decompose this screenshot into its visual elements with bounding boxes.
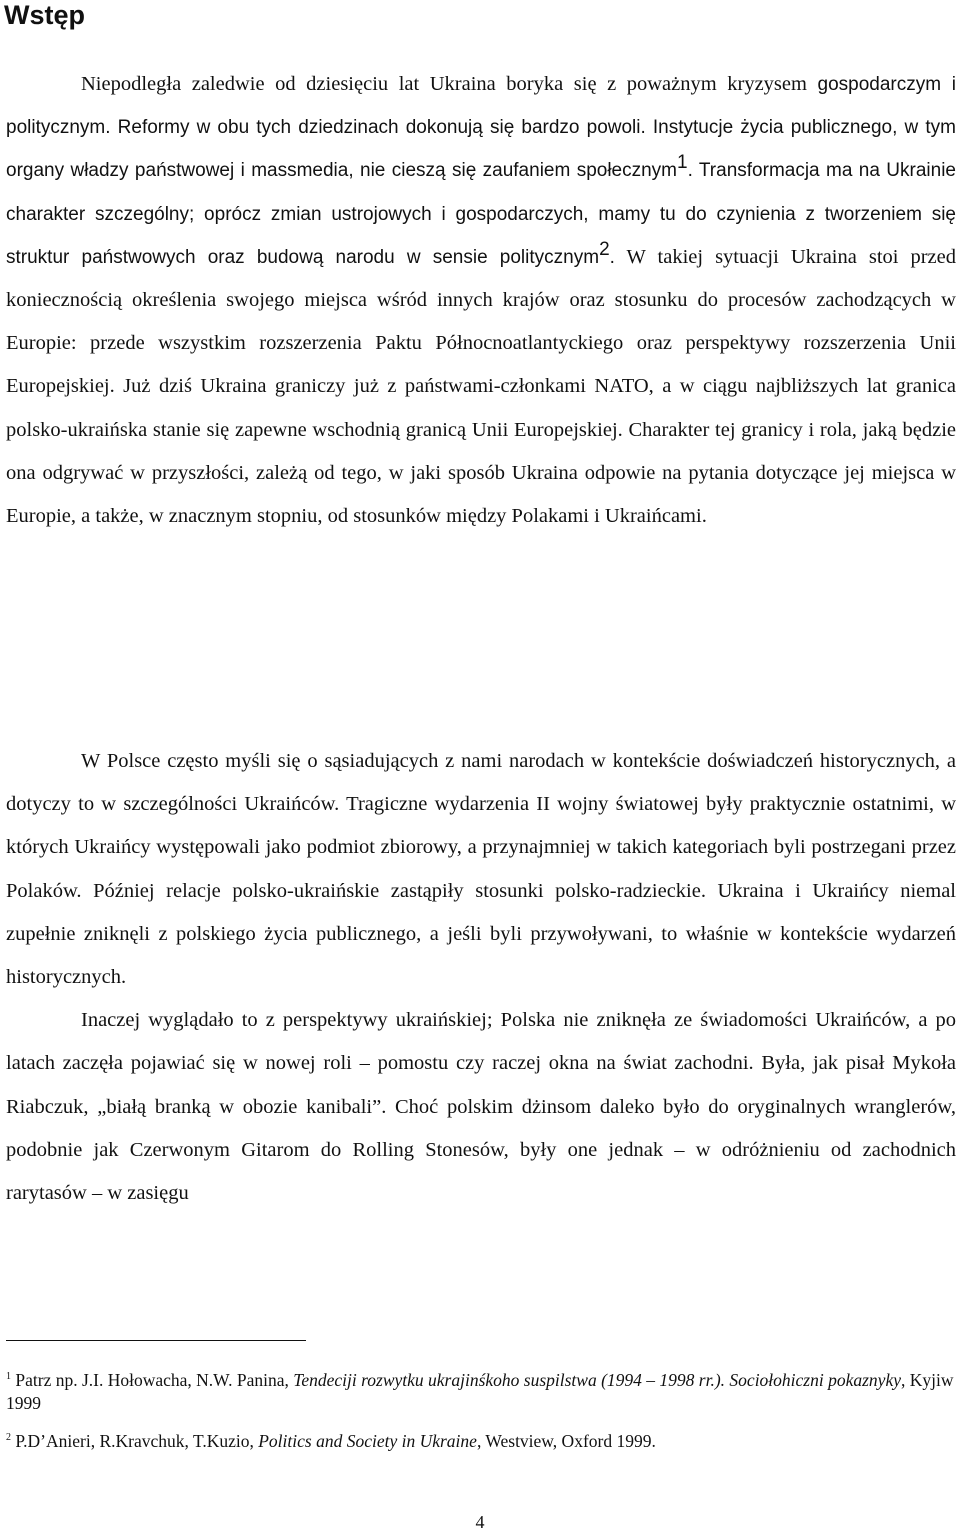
paragraph-intro-text-2: gospodarczym i politycznym. Reformy w obu tych dziedzinach dokonują się bardzo powoli. Instytucje życia publicznego, w tym organy władzy państwowej i massmedia, nie cieszą się zaufaniem społecznym <box>6 74 956 182</box>
paragraph-intro-text-4: . <box>609 246 615 268</box>
page-number: 4 <box>475 1512 485 1532</box>
footnote-2-title: Politics and Society in Ukraine <box>258 1431 477 1451</box>
paragraph-intro-text-5: W takiej sytuacji Ukraina stoi przed koniecznością określenia swojego miejsca wśród innych krajów oraz stosunku do procesów zachodzących w Europie: przede wszystkim rozszerzenia Paktu Północnoatlantyckiego oraz perspektywy rozszerzenia Unii Europejskiej. Już dziś Ukraina graniczy już z państwami-członkami NATO, a w ciągu najbliższych lat granica polsko-ukraińska stanie się zapewne wschodnią granicą Unii Europejskiej. Charakter tej granicy i rola, jaką będzie ona odgrywać w przyszłości, zależą od tego, w jaki sposób Ukraina odpowie na pytania dotyczące jej miejsca w Europie, a także, w znacznym stopniu, od stosunków między Polakami i Ukraińcami. <box>6 245 956 528</box>
footnote-1-title: Tendeciji rozwytku ukrajinśkoho suspilstwa (1994 – 1998 rr.). Sociołohiczni pokaznyky <box>293 1370 901 1390</box>
footnote-2-tail: , Westview, Oxford 1999. <box>476 1431 656 1451</box>
body-block <box>6 740 956 1215</box>
footnote-2-text: P.D’Anieri, R.Kravchuk, T.Kuzio, <box>11 1431 259 1451</box>
paragraph-intro <box>6 63 956 538</box>
section-heading: Wstęp <box>4 0 85 30</box>
footnote-1-text: Patrz np. J.I. Hołowacha, N.W. Panina, <box>11 1370 294 1390</box>
paragraph-intro-text-1: Niepodległa zaledwie od dziesięciu lat Ukraina boryka się z poważnym kryzysem <box>81 73 818 95</box>
footnote-1 <box>6 1369 956 1415</box>
footnote-ref-2[interactable]: 2 <box>599 238 610 260</box>
paragraph-ukrainian-perspective: Inaczej wyglądało to z perspektywy ukraińskiej; Polska nie zniknęła ze świadomości Ukraińców, a po latach zaczęła pojawiać się w nowej roli – pomostu czy raczej okna na świat zachodni. Była, jak pisał Mykoła Riabczuk, „białą branką w obozie kanibali”. Choć polskim dżinsom daleko było do oryginalnych wranglerów, podobnie jak Czerwonym Gitarom do Rolling Stonesów, były one jednak – w odróżnieniu od zachodnich rarytasów – w zasięgu <box>6 1009 956 1205</box>
footnote-ref-1[interactable]: 1 <box>677 152 688 174</box>
footnote-1-tail: , Kyjiw 1999 <box>6 1370 954 1413</box>
paragraph-intro-text-3: . Transformacja ma na Ukrainie charakter szczególny; oprócz zmian ustrojowych i gospodarczych, mamy tu do czynienia z tworzeniem się struktur państwowych oraz budową narodu w sensie politycznym <box>6 160 956 268</box>
footnote-2-number: 2 <box>6 1432 11 1443</box>
footnote-separator <box>6 1340 306 1341</box>
footnote-1-number: 1 <box>6 1371 11 1382</box>
footnote-2 <box>6 1430 956 1453</box>
paragraph-history: W Polsce często myśli się o sąsiadujących z nami narodach w kontekście doświadczeń historycznych, a dotyczy to w szczególności Ukraińców. Tragiczne wydarzenia II wojny światowej były praktycznie ostatnimi, w których Ukraińcy występowali jako podmiot zbiorowy, a przynajmniej w takich kategoriach byli postrzegani przez Polaków. Później relacje polsko-ukraińskie zastąpiły stosunki polsko-radzieckie. Ukraina i Ukraińcy niemal zupełnie zniknęli z polskiego życia publicznego, a jeśli byli przywoływani, to właśnie w kontekście wydarzeń historycznych. <box>6 750 956 989</box>
